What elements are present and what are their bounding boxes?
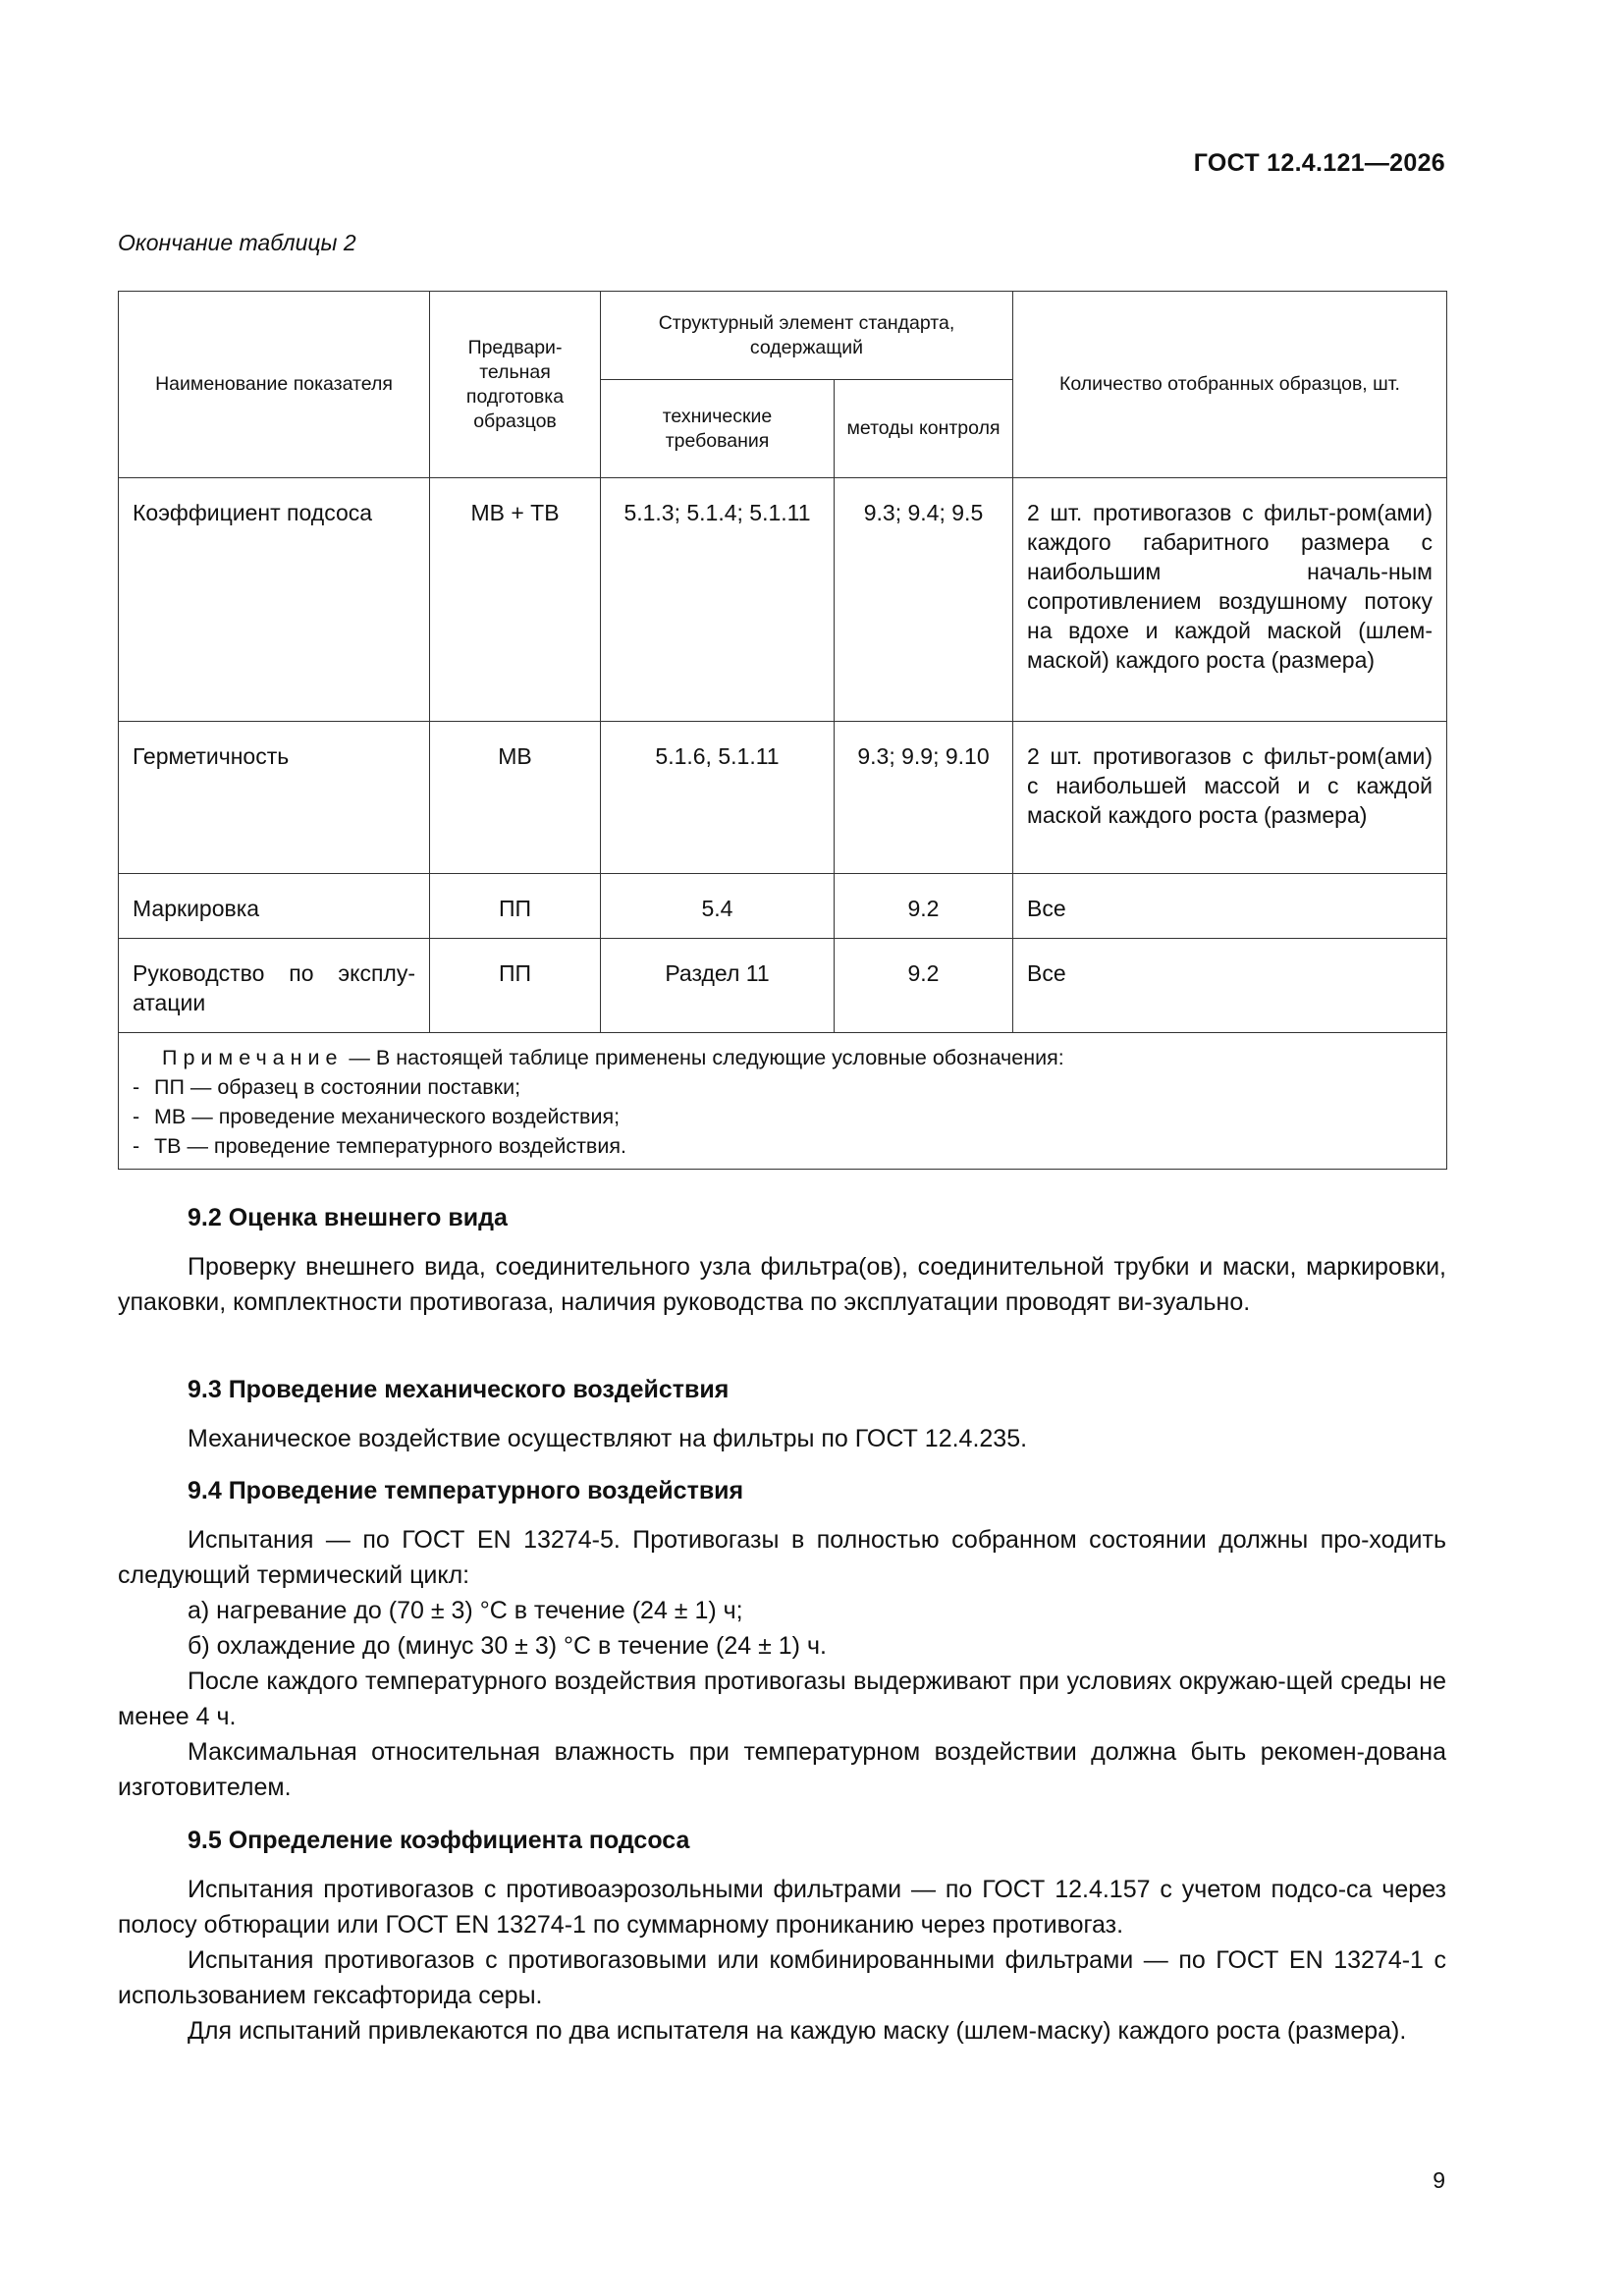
- cell-control-methods: 9.3; 9.9; 9.10: [857, 743, 990, 769]
- table-row: [119, 939, 1447, 1033]
- cell-preparation: МВ + ТВ: [470, 500, 560, 525]
- section-9-2: [118, 1200, 1446, 1320]
- cell-sample-count: 2 шт. противогазов с фильт-ром(ами) с наибольшей массой и с каждой маской каждого роста (размера): [1027, 743, 1433, 828]
- section-title: 9.2 Оценка внешнего вида: [188, 1204, 508, 1231]
- cell-indicator: Герметичность: [133, 743, 290, 769]
- paragraph: Для испытаний привлекаются по два испытателя на каждую маску (шлем-маску) каждого роста (размера).: [188, 2017, 1407, 2045]
- cell-indicator: Маркировка: [133, 896, 260, 921]
- section-9-5: [118, 1823, 1446, 2049]
- cell-technical-requirements: 5.1.6, 5.1.11: [655, 743, 780, 769]
- note-item: - МВ — проведение механического воздействия;: [133, 1105, 621, 1128]
- paragraph: После каждого температурного воздействия противогазы выдерживают при условиях окружаю-щей среды не менее 4 ч.: [118, 1667, 1446, 1730]
- cell-indicator: Руководство по эксплу-атации: [133, 960, 415, 1015]
- cell-control-methods: 9.2: [907, 960, 940, 986]
- page-number: 9: [1433, 2167, 1445, 2193]
- cell-sample-count: Все: [1027, 960, 1066, 986]
- header-control-methods: методы контроля: [835, 380, 1013, 478]
- cell-technical-requirements: 5.4: [701, 896, 733, 921]
- note-text: — В настоящей таблице применены следующие условные обозначения:: [343, 1046, 1064, 1069]
- header-structural-element: Структурный элемент стандарта, содержащий: [601, 292, 1013, 380]
- paragraph: Проверку внешнего вида, соединительного узла фильтра(ов), соединительной трубки и маски, маркировки, упаковки, комплектности противогаза, наличия руководства по эксплуатации проводят ви-зуально.: [118, 1253, 1446, 1316]
- section-title: 9.3 Проведение механического воздействия: [188, 1376, 730, 1403]
- header-preparation: Предвари-тельная подготовка образцов: [430, 292, 601, 478]
- table-note-row: [119, 1033, 1447, 1170]
- paragraph: Механическое воздействие осуществляют на фильтры по ГОСТ 12.4.235.: [188, 1425, 1028, 1452]
- cell-sample-count: 2 шт. противогазов с фильт-ром(ами) каждого габаритного размера с наибольшим началь-ным сопротивлением воздушному потоку на вдохе и каждой маской (шлем-маской) каждого роста (размера): [1027, 500, 1433, 673]
- cell-preparation: ПП: [498, 896, 532, 921]
- cell-technical-requirements: Раздел 11: [665, 960, 770, 986]
- list-item: а) нагревание до (70 ± 3) °С в течение (24 ± 1) ч;: [188, 1597, 743, 1624]
- section-9-4: [118, 1473, 1446, 1805]
- list-item: б) охлаждение до (минус 30 ± 3) °С в течение (24 ± 1) ч.: [188, 1632, 827, 1660]
- table-row: [119, 722, 1447, 874]
- document-id: ГОСТ 12.4.121—2026: [1193, 149, 1445, 177]
- cell-technical-requirements: 5.1.3; 5.1.4; 5.1.11: [623, 500, 811, 525]
- header-technical-requirements: технические требования: [601, 380, 835, 478]
- table-header-row: [119, 292, 1447, 380]
- table-row: [119, 478, 1447, 722]
- cell-indicator: Коэффициент подсоса: [133, 500, 373, 525]
- cell-preparation: МВ: [498, 743, 532, 769]
- cell-control-methods: 9.2: [907, 896, 940, 921]
- header-sample-count: Количество отобранных образцов, шт.: [1013, 292, 1447, 478]
- note-label: Примечание: [162, 1046, 344, 1069]
- paragraph: Максимальная относительная влажность при температурном воздействии должна быть рекомен-дована изготовителем.: [118, 1738, 1446, 1801]
- paragraph: Испытания — по ГОСТ EN 13274-5. Противогазы в полностью собранном состоянии должны про-ходить следующий термический цикл:: [118, 1526, 1446, 1589]
- cell-sample-count: Все: [1027, 896, 1066, 921]
- paragraph: Испытания противогазов с противоаэрозольными фильтрами — по ГОСТ 12.4.157 с учетом подсо-са через полосу обтюрации или ГОСТ EN 13274-1 по суммарному прониканию через противогаз.: [118, 1876, 1446, 1939]
- section-title: 9.4 Проведение температурного воздействия: [188, 1477, 744, 1504]
- cell-preparation: ПП: [498, 960, 532, 986]
- table-caption: Окончание таблицы 2: [118, 230, 356, 255]
- samples-table: [118, 291, 1447, 1170]
- note-item: - ПП — образец в состоянии поставки;: [133, 1075, 521, 1099]
- table-row: [119, 874, 1447, 939]
- table-note: [119, 1033, 1446, 1169]
- note-item: - ТВ — проведение температурного воздействия.: [133, 1134, 626, 1158]
- paragraph: Испытания противогазов с противогазовыми или комбинированными фильтрами — по ГОСТ EN 13274-1 с использованием гексафторида серы.: [118, 1946, 1446, 2009]
- header-indicator-name: Наименование показателя: [119, 292, 430, 478]
- section-9-3: [118, 1372, 1446, 1456]
- section-title: 9.5 Определение коэффициента подсоса: [188, 1827, 690, 1854]
- cell-control-methods: 9.3; 9.4; 9.5: [863, 500, 984, 525]
